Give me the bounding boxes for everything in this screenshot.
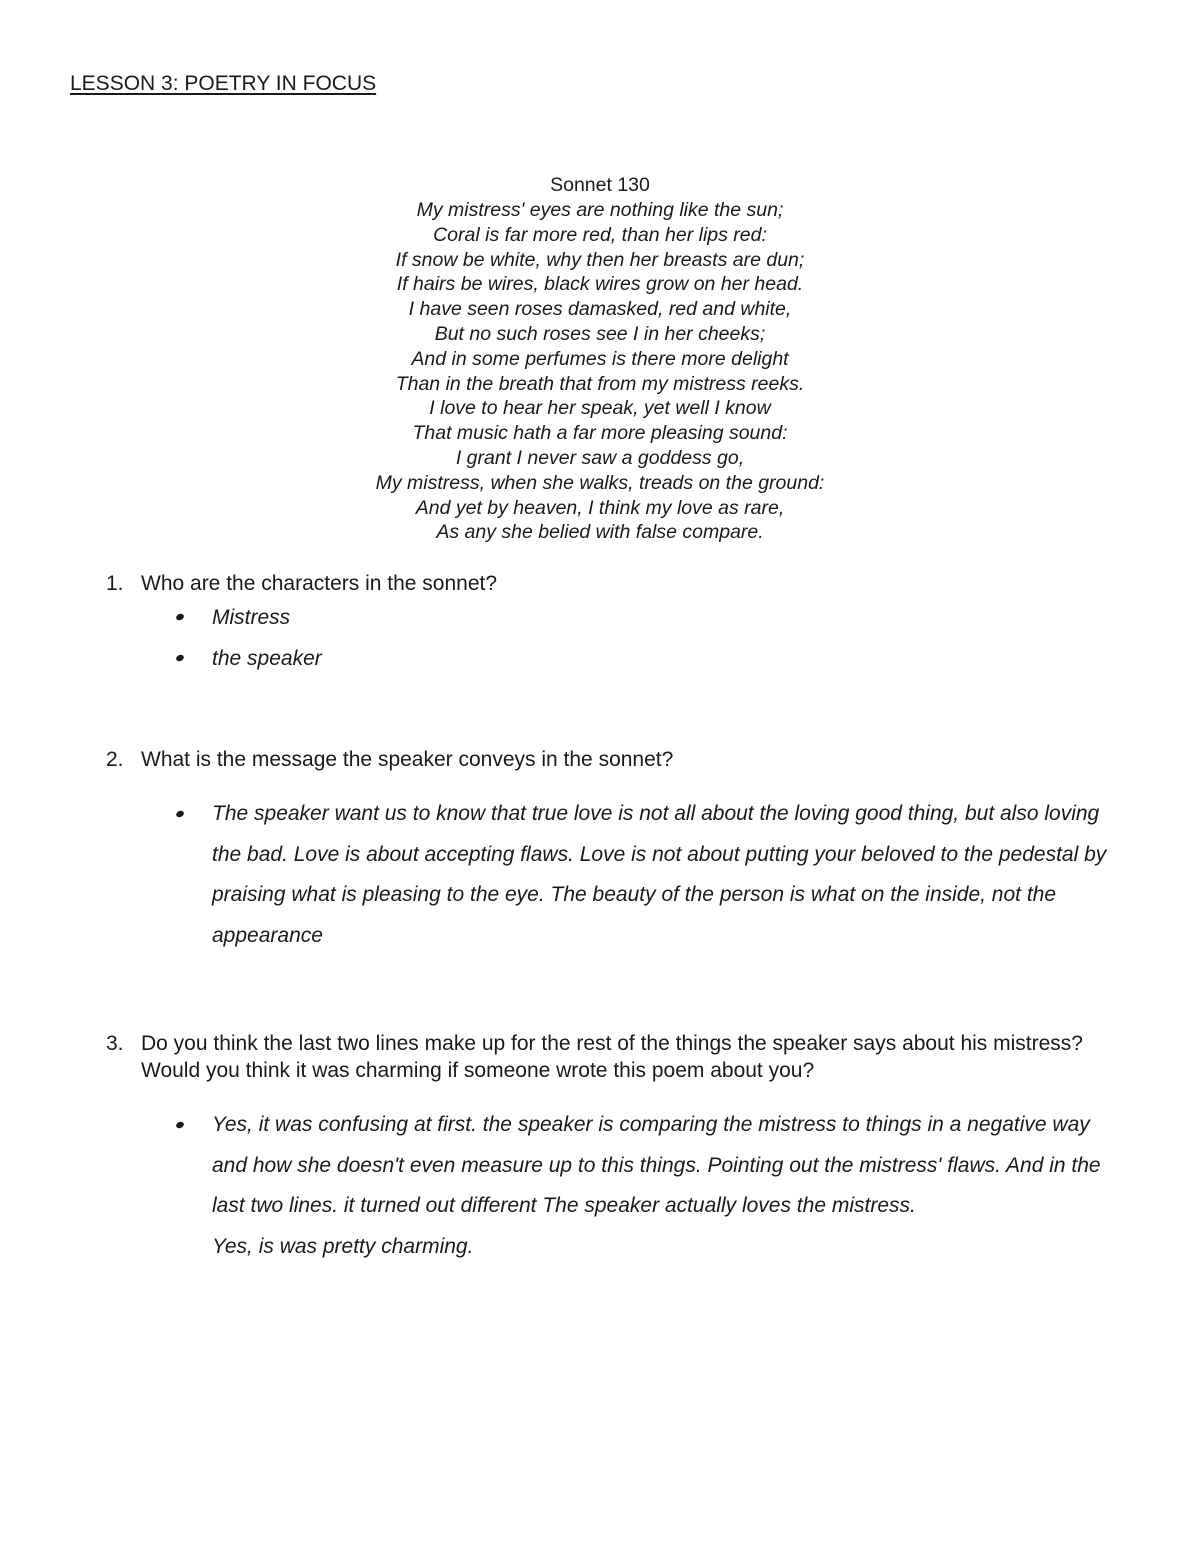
poem-title: Sonnet 130: [550, 174, 650, 196]
lesson-title: LESSON 3: POETRY IN FOCUS: [70, 72, 377, 95]
poem-line: I grant I never saw a goddess go,: [455, 446, 745, 469]
poem-line: If hairs be wires, black wires grow on her head.: [396, 273, 804, 296]
poem-line: But no such roses see I in her cheeks;: [434, 322, 766, 345]
poem-line: If snow be white, why then her breasts are dun;: [395, 248, 805, 271]
poem-line: And yet by heaven, I think my love as rare,: [415, 496, 785, 519]
poem-line: Coral is far more red, than her lips red:: [433, 223, 767, 246]
answer-text: Mistress: [212, 606, 291, 629]
poem-line: And in some perfumes is there more delight: [411, 347, 789, 370]
answer-closing: [172, 1227, 1112, 1268]
answer-text: Yes, it was confusing at first. the speaker is comparing the mistress to things in a negative way and how she doesn't even measure up to this things. Pointing out the mistress' flaws. And in the last two lines. it turned out different The speaker actually loves the mistress.: [212, 1113, 1101, 1217]
bullet-icon: [175, 1121, 185, 1130]
question-text: Do you think the last two lines make up for the rest of the things the speaker says about his mistress? Would you think it was charming if someone wrote this poem about you?: [141, 1032, 1083, 1082]
answer-text: the speaker: [212, 647, 322, 670]
poem-line: I have seen roses damasked, red and white,: [408, 298, 792, 321]
answer-list-2: [172, 794, 1112, 956]
poem-line: I love to hear her speak, yet well I know: [429, 397, 771, 420]
poem-line: As any she belied with false compare.: [436, 521, 764, 544]
poem-line: My mistress, when she walks, treads on the ground:: [375, 471, 825, 494]
bullet-icon: [175, 654, 185, 663]
bullet-icon: [175, 810, 185, 819]
answer-item: [172, 1105, 1112, 1227]
poem-block: [0, 173, 1200, 545]
answer-text: The speaker want us to know that true love is not all about the loving good thing, but also loving the bad. Love is about accepting flaws. Love is not about putting your beloved to the pedestal by praising what is pleasing to the eye. The beauty of the person is what on the inside, not the appearance: [212, 802, 1107, 947]
question-text: Who are the characters in the sonnet?: [141, 572, 498, 595]
answer-item: [172, 638, 1112, 679]
question-number: 3.: [106, 1032, 124, 1055]
answer-list-3: [172, 1105, 1112, 1267]
answer-item: [172, 597, 1112, 638]
question-number: 1.: [106, 572, 124, 595]
answer-list-1: [172, 597, 1112, 679]
poem-line: Than in the breath that from my mistress reeks.: [395, 372, 805, 395]
answer-text: Yes, is was pretty charming.: [212, 1234, 474, 1258]
question-number: 2.: [106, 748, 124, 771]
poem-line: That music hath a far more pleasing sound:: [412, 422, 788, 445]
answer-item: [172, 794, 1112, 956]
poem-line: My mistress' eyes are nothing like the sun;: [416, 199, 784, 221]
bullet-icon: [175, 613, 185, 622]
question-text: What is the message the speaker conveys in the sonnet?: [141, 748, 674, 771]
